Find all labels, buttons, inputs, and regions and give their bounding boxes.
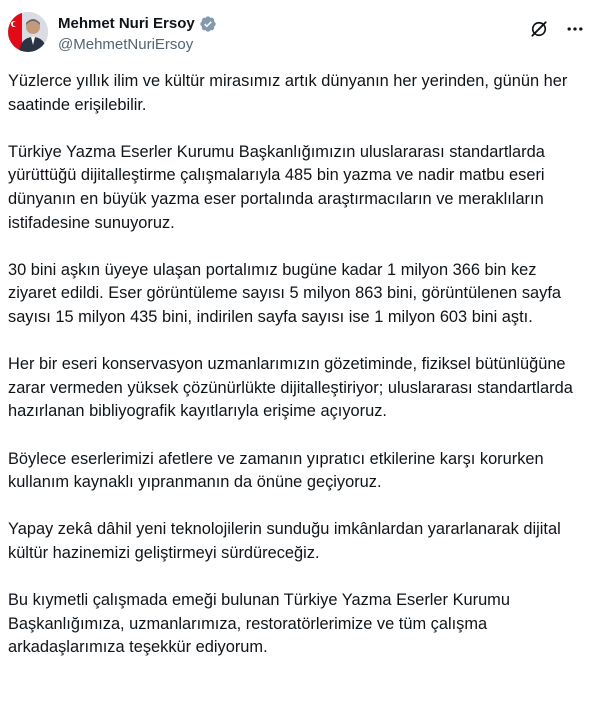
tweet-paragraph-3: 30 bini aşkın üyeye ulaşan portalımız bugüne kadar 1 milyon 366 bin kez ziyaret edildi. Eser görüntüleme sayısı 5 milyon 863 bini, görüntülenen sayfa sayısı 15 milyon 435 bini, indirilen sayfa sayısı ise 1 milyon 603 bini aştı. <box>8 260 562 326</box>
verified-badge-icon <box>199 15 217 33</box>
grok-icon <box>529 19 549 39</box>
more-icon <box>565 19 585 39</box>
tweet-actions <box>528 18 586 40</box>
tweet-text <box>8 70 588 660</box>
tweet-paragraph-1: Yüzlerce yıllık ilim ve kültür mirasımız artık dünyanın her yerinden, günün her saatinde erişilebilir. <box>8 72 568 114</box>
avatar-image <box>8 12 48 52</box>
tweet-paragraph-2: Türkiye Yazma Eserler Kurumu Başkanlığımızın uluslararası standartlarda yürüttüğü dijitalleştirme çalışmalarıyla 485 bin yazma ve nadir matbu eseri dünyanın en büyük yazma eser portalında araştırmacıların ve meraklıların istifadesine sunuyoruz. <box>8 142 545 232</box>
tweet-paragraph-5: Böylece eserlerimizi afetlere ve zamanın yıpratıcı etkilerine karşı korurken kullanım kaynaklı yıpranmanın da önüne geçiyoruz. <box>8 449 544 492</box>
tweet-paragraph-6: Yapay zekâ dâhil yeni teknolojilerin sunduğu imkânlardan yararlanarak dijital kültür hazinemizi geliştirmeyi sürdüreceğiz. <box>8 520 561 562</box>
tweet-header <box>8 8 590 60</box>
display-name[interactable]: Mehmet Nuri Ersoy <box>58 15 195 32</box>
more-button[interactable] <box>564 18 586 40</box>
author-handle[interactable]: @MehmetNuriErsoy <box>58 36 194 53</box>
tweet-paragraph-7: Bu kıymetli çalışmada emeği bulunan Türkiye Yazma Eserler Kurumu Başkanlığımıza, uzmanlarımıza, restoratörlerimize ve tüm çalışma arkadaşlarımıza teşekkür ediyorum. <box>8 591 510 657</box>
avatar[interactable] <box>8 12 48 52</box>
tweet-paragraph-4: Her bir eseri konservasyon uzmanlarımızın gözetiminde, fiziksel bütünlüğüne zarar vermeden yüksek çözünürlükte dijitalleştiriyor; uluslararası standartlarda hazırlanan bibliyografik kayıtlarıyla erişime açıyoruz. <box>8 355 573 421</box>
grok-button[interactable] <box>528 18 550 40</box>
author-names <box>58 14 217 55</box>
display-name-row <box>58 14 217 34</box>
